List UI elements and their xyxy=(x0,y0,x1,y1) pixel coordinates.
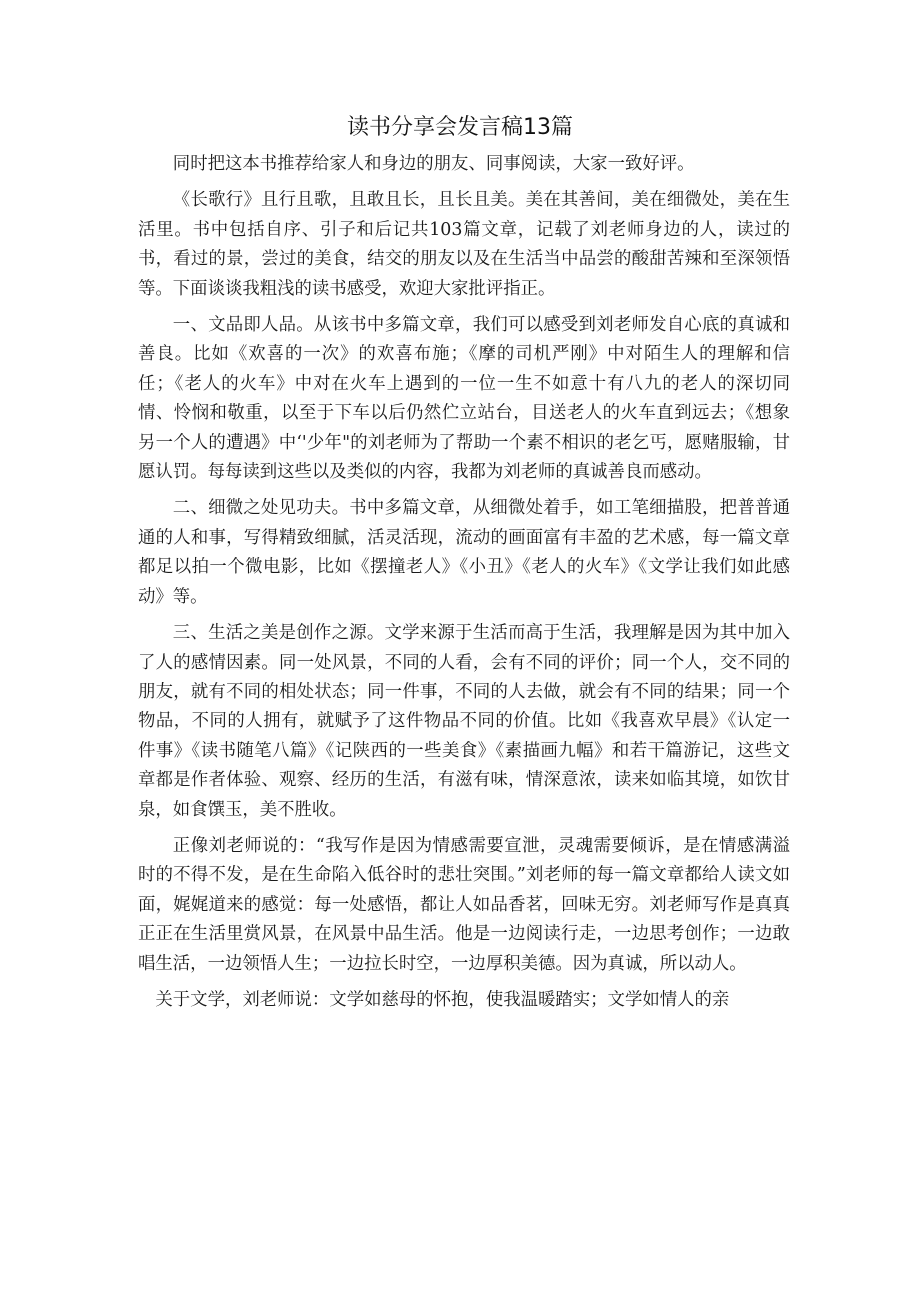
paragraph: 一、文品即人品。从该书中多篇文章，我们可以感受到刘老师发自心底的真诚和善良。比如《欢喜的一次》的欢喜布施；《摩的司机严刚》中对陌生人的理解和信任；《老人的火车》中对在火车上遇到的一位一生不如意十有八九的老人的深切同情、怜悯和敬重，以至于下车以后仍然伫立站台，目送老人的火车直到远去；《想象另一个人的遭遇》中‘'少年"的刘老师为了帮助一个素不相识的老乞丐，愿赌服输，甘愿认罚。每每读到这些以及类似的内容，我都为刘老师的真诚善良而感动。 xyxy=(138,315,790,483)
paragraph: 正像刘老师说的：“我写作是因为情感需要宣泄，灵魂需要倾诉，是在情感满溢时的不得不发，是在生命陷入低谷时的悲壮突围。”刘老师的每一篇文章都给人读文如面，娓娓道来的感觉：每一处感悟，都让人如品香茗，回味无穷。刘老师写作是真真正正在生活里赏风景，在风景中品生活。他是一边阅读行走，一边思考创作；一边敢唱生活，一边领悟人生；一边拉长时空，一边厚积美德。因为真诚，所以动人。 xyxy=(138,835,790,974)
paragraph: 三、生活之美是创作之源。文学来源于生活而高于生活，我理解是因为其中加入了人的感情因素。同一处风景，不同的人看，会有不同的评价；同一个人，交不同的朋友，就有不同的相处状态；同一件事，不同的人去做，就会有不同的结果；同一个物品，不同的人拥有，就赋予了这件物品不同的价值。比如《我喜欢早晨》《认定一件事》《读书随笔八篇》《记陕西的一些美食》《素描画九幅》和若干篇游记，这些文章都是作者体验、观察、经历的生活，有滋有味，情深意浓，读来如临其境，如饮甘泉，如食馔玉，美不胜收。 xyxy=(138,623,790,820)
paragraph: 关于文学，刘老师说：文学如慈母的怀抱，使我温暖踏实；文学如情人的亲 xyxy=(155,989,730,1010)
paragraph: 《长歌行》且行且歌，且敢且长，且长且美。美在其善间，美在细微处，美在生活里。书中包括自序、引子和后记共103篇文章，记载了刘老师身边的人，读过的书，看过的景，尝过的美食，结交的朋友以及在生活当中品尝的酸甜苦辣和至深领悟等。下面谈谈我粗浅的读书感受，欢迎大家批评指正。 xyxy=(138,190,790,299)
document-title: 读书分享会发言稿13篇 xyxy=(347,115,573,140)
paragraph: 二、细微之处见功夫。书中多篇文章，从细微处着手，如工笔细描股，把普普通通的人和事，写得精致细腻，活灵活现，流动的画面富有丰盈的艺术感，每一篇文章都足以拍一个微电影，比如《摆撞老人》《小丑》《老人的火车》《文学让我们如此感动》等。 xyxy=(138,498,790,607)
paragraph: 同时把这本书推荐给家人和身边的朋友、同事阅读，大家一致好评。 xyxy=(172,154,695,174)
document-body xyxy=(138,150,790,1022)
